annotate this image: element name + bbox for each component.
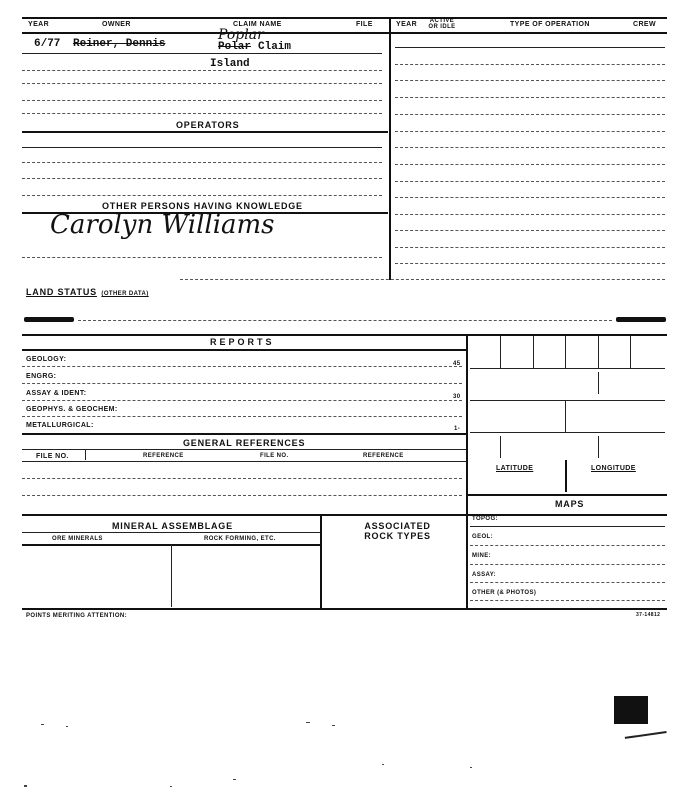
ruled-line bbox=[22, 53, 382, 54]
grid-line bbox=[470, 368, 665, 369]
general-references-title: GENERAL REFERENCES bbox=[183, 438, 306, 448]
ruled-line bbox=[395, 147, 665, 148]
ref-file-no: FILE NO. bbox=[36, 453, 69, 460]
associated-rock-types: ASSOCIATED ROCK TYPES bbox=[364, 521, 431, 541]
report-assay-num: 30 bbox=[453, 394, 461, 400]
land-status-label: LAND STATUS bbox=[26, 287, 97, 297]
map-other: OTHER (& PHOTOS) bbox=[472, 590, 537, 596]
entry-claim-word: Claim bbox=[258, 41, 292, 53]
mineral-assemblage-title: MINERAL ASSEMBLAGE bbox=[112, 521, 233, 531]
report-engrg: ENGRG: bbox=[26, 373, 57, 380]
grid-tick bbox=[598, 436, 599, 458]
operators-label: OPERATORS bbox=[176, 120, 240, 130]
mineral-bottom-border bbox=[22, 608, 667, 610]
ruled-line bbox=[22, 366, 462, 367]
ruled-line bbox=[180, 279, 665, 280]
references-bottom-border bbox=[22, 514, 667, 516]
ruled-line bbox=[22, 70, 382, 71]
ruled-line bbox=[22, 113, 382, 114]
speck bbox=[306, 722, 310, 723]
ruled-line bbox=[22, 400, 462, 401]
ore-minerals-label: ORE MINERALS bbox=[52, 536, 103, 542]
mineral-title-underline bbox=[22, 532, 320, 533]
speck bbox=[24, 785, 27, 787]
ruled-line bbox=[470, 526, 665, 527]
ruled-line bbox=[22, 461, 466, 462]
grid-line bbox=[470, 432, 665, 433]
speck bbox=[470, 767, 472, 768]
map-mine: MINE: bbox=[472, 553, 491, 559]
col-type-operation: TYPE OF OPERATION bbox=[510, 21, 590, 28]
operators-underline bbox=[22, 131, 388, 133]
ref-tick bbox=[85, 450, 86, 460]
report-geology: GEOLOGY: bbox=[26, 356, 67, 363]
grid-tick bbox=[565, 400, 566, 432]
points-meriting-attention: POINTS MERITING ATTENTION: bbox=[26, 613, 128, 619]
ruled-line bbox=[395, 230, 665, 231]
grid-tick bbox=[500, 436, 501, 458]
ruled-line bbox=[395, 64, 665, 65]
grid-tick bbox=[533, 336, 534, 368]
report-metallurgical: METALLURGICAL: bbox=[26, 422, 94, 429]
ruled-line bbox=[22, 83, 382, 84]
ruled-line bbox=[470, 600, 665, 601]
ruled-line bbox=[22, 100, 382, 101]
grid-tick bbox=[500, 336, 501, 368]
ref-reference-2: REFERENCE bbox=[363, 453, 404, 459]
report-assay: ASSAY & IDENT: bbox=[26, 390, 87, 397]
ruled-line bbox=[395, 131, 665, 132]
ruled-line bbox=[22, 178, 382, 179]
land-status-sub: (OTHER DATA) bbox=[101, 291, 149, 297]
ruled-line bbox=[395, 80, 665, 81]
maps-title: MAPS bbox=[555, 499, 585, 509]
col-claim-name: CLAIM NAME bbox=[233, 21, 282, 28]
black-stamp-mark bbox=[614, 696, 648, 724]
ruled-line bbox=[22, 147, 382, 148]
ruled-line bbox=[22, 383, 462, 384]
reports-top-border bbox=[22, 334, 667, 336]
ruled-line bbox=[395, 214, 665, 215]
ruled-line bbox=[395, 263, 665, 264]
separator-line bbox=[78, 320, 612, 321]
ruled-line bbox=[470, 545, 665, 546]
ruled-line bbox=[470, 582, 665, 583]
ruled-line bbox=[395, 197, 665, 198]
knowledge-person-signature: Carolyn Williams bbox=[50, 210, 275, 240]
col-file: FILE bbox=[356, 21, 373, 28]
ruled-line bbox=[22, 195, 382, 196]
ruled-line bbox=[22, 257, 382, 258]
mineral-divider bbox=[171, 544, 172, 607]
grid-tick bbox=[630, 336, 631, 368]
map-geol: GEOL: bbox=[472, 534, 493, 540]
grid-tick bbox=[598, 372, 599, 394]
map-topog: TOPOG: bbox=[472, 516, 498, 522]
entry-date: 6/77 bbox=[34, 38, 61, 50]
ruled-line bbox=[470, 564, 665, 565]
latlong-divider bbox=[565, 460, 567, 492]
speck bbox=[41, 724, 44, 725]
longitude-label: LONGITUDE bbox=[591, 465, 636, 472]
col-owner: OWNER bbox=[102, 21, 131, 28]
ruled-line bbox=[22, 416, 462, 417]
ruled-line bbox=[22, 495, 462, 496]
mineral-associated-divider bbox=[320, 516, 322, 610]
speck bbox=[66, 726, 68, 727]
ruled-line bbox=[22, 162, 382, 163]
report-geophys: GEOPHYS. & GEOCHEM: bbox=[26, 406, 118, 413]
col-year-2: YEAR bbox=[396, 21, 418, 28]
speck bbox=[233, 779, 236, 780]
grid-tick bbox=[598, 336, 599, 368]
ruled-line bbox=[22, 478, 462, 479]
black-bar-right bbox=[616, 317, 666, 322]
lower-vertical-divider bbox=[466, 334, 468, 610]
knowledge-label: OTHER PERSONS HAVING KNOWLEDGE bbox=[102, 201, 303, 211]
top-border bbox=[22, 17, 667, 19]
latitude-label: LATITUDE bbox=[496, 465, 534, 472]
reports-title-underline bbox=[22, 349, 466, 351]
report-geology-num: 45 bbox=[453, 361, 461, 367]
reports-title: REPORTS bbox=[210, 337, 275, 347]
maps-top-border bbox=[466, 494, 667, 496]
black-bar-left bbox=[24, 317, 74, 322]
entry-claim-line2: Island bbox=[210, 58, 250, 70]
ruled-line bbox=[395, 97, 665, 98]
col-active-idle: ACTIVE OR IDLE bbox=[428, 18, 456, 30]
entry-claim-struck: Polar bbox=[218, 41, 252, 53]
col-year: YEAR bbox=[28, 21, 50, 28]
ref-file-no-2: FILE NO. bbox=[260, 453, 289, 459]
ruled-line bbox=[395, 47, 665, 48]
grid-tick bbox=[565, 336, 566, 368]
form-number: 37-14812 bbox=[636, 612, 661, 618]
ruled-line bbox=[395, 114, 665, 115]
entry-owner: Reiner, Dennis bbox=[73, 38, 166, 50]
grid-line bbox=[470, 400, 665, 401]
header-underline bbox=[22, 32, 667, 34]
land-status bbox=[26, 282, 149, 300]
ruled-line bbox=[395, 247, 665, 248]
col-crew: CREW bbox=[633, 21, 656, 28]
ref-reference: REFERENCE bbox=[143, 453, 184, 459]
report-metallurgical-num: 1- bbox=[454, 426, 461, 432]
speck bbox=[170, 786, 172, 787]
reports-bottom-border bbox=[22, 433, 466, 435]
general-references-underline bbox=[22, 449, 466, 450]
rock-forming-label: ROCK FORMING, ETC. bbox=[204, 536, 276, 542]
ruled-line bbox=[395, 181, 665, 182]
map-assay: ASSAY: bbox=[472, 572, 497, 578]
main-vertical-divider bbox=[389, 17, 391, 280]
ruled-line bbox=[395, 164, 665, 165]
speck bbox=[332, 725, 335, 726]
speck bbox=[382, 764, 384, 765]
entry-claim-handwritten: Poplar bbox=[218, 27, 264, 43]
